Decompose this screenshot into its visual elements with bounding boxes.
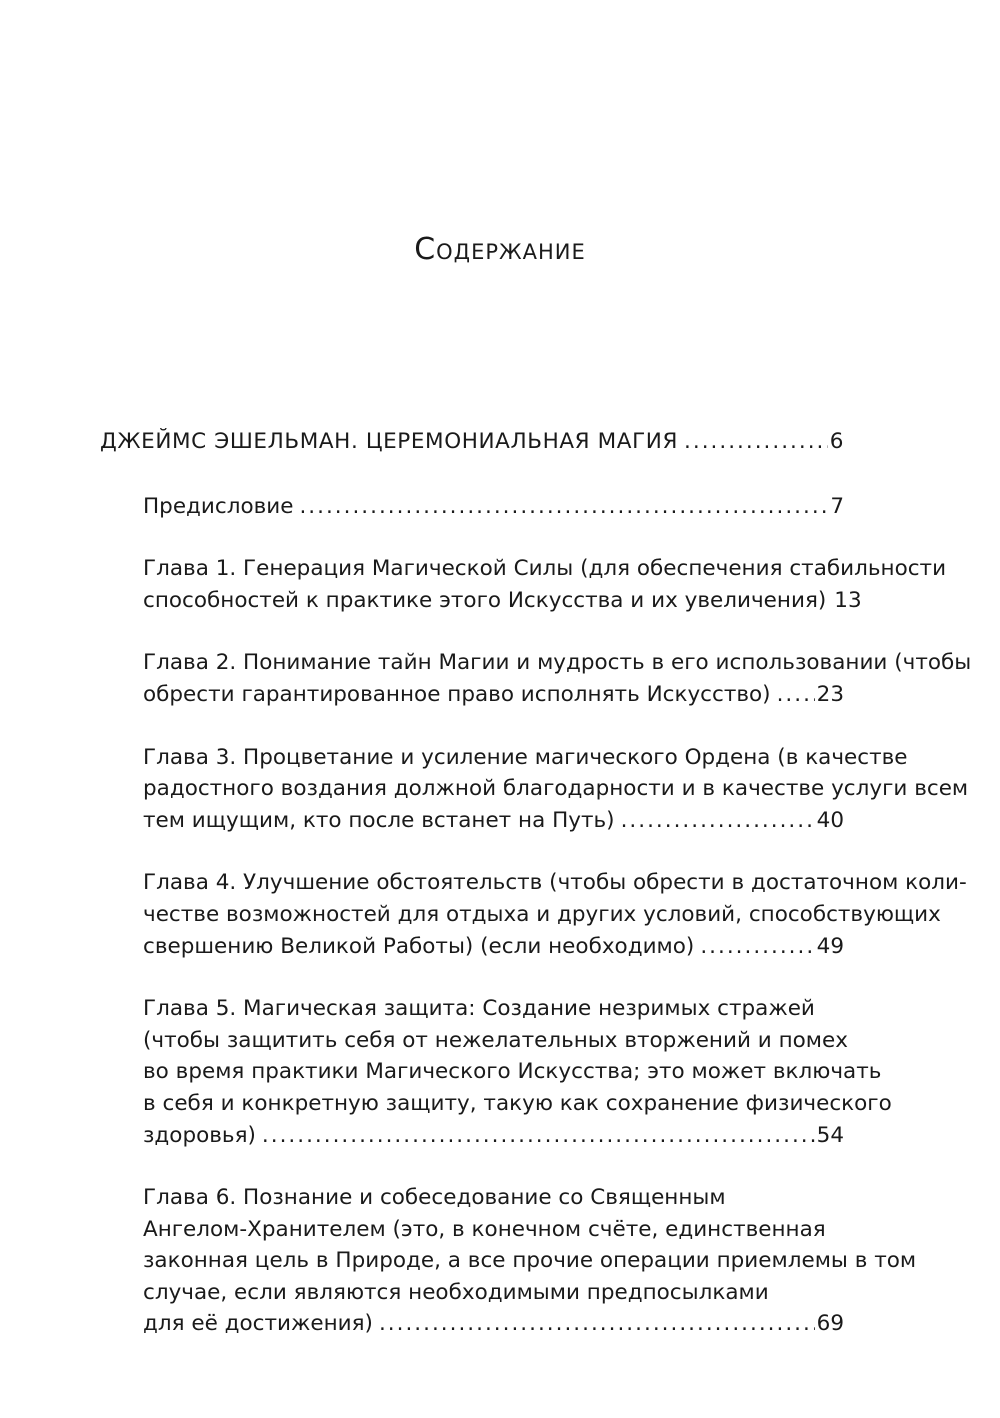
- toc-page-number: 23: [816, 681, 844, 707]
- toc-entry-last-line: [143, 1308, 844, 1340]
- toc-entry-title: здоровья): [143, 1122, 256, 1148]
- toc-entry-title: Предисловие: [143, 493, 294, 519]
- dot-leader: [700, 931, 814, 963]
- toc-page-number: 40: [816, 807, 844, 833]
- toc-entry-line: Глава 3. Процветание и усиление магического Ордена (в качестве: [143, 744, 908, 770]
- toc-entry-line: законная цель в Природе, а все прочие операции приемлемы в том: [143, 1248, 917, 1274]
- toc-entry-line: (чтобы защитить себя от нежелательных вторжений и помех: [143, 1027, 848, 1053]
- toc-entry-line: Глава 4. Улучшение обстоятельств (чтобы обрести в достаточном коли-: [143, 870, 967, 896]
- toc-entry-chapter[interactable]: [143, 491, 844, 523]
- toc-entry-line: радостного воздания должной благодарности и в качестве услуги всем: [143, 776, 969, 802]
- toc-entry-chapter[interactable]: [143, 1182, 917, 1340]
- toc-entry-line: Глава 5. Магическая защита: Создание незримых стражей: [143, 996, 815, 1022]
- toc-page-number: 13: [834, 587, 862, 613]
- toc-entry-last-line: [143, 679, 844, 711]
- toc-entry-part[interactable]: [100, 426, 844, 458]
- toc-entry-line: Глава 1. Генерация Магической Силы (для обеспечения стабильности: [143, 556, 947, 582]
- toc-entry-last-line: [143, 805, 844, 837]
- dot-leader: [684, 426, 828, 458]
- toc-entry-chapter[interactable]: [143, 993, 892, 1151]
- toc-entry-title: обрести гарантированное право исполнять Искусство): [143, 681, 771, 707]
- page-title: Содержание: [414, 232, 586, 268]
- toc-entry-line: честве возможностей для отдыха и других условий, способствующих: [143, 901, 941, 927]
- toc-entry-last-line: [143, 1120, 844, 1152]
- dot-leader: [379, 1308, 815, 1340]
- toc-entry-chapter[interactable]: [143, 867, 967, 962]
- toc-page-number: 6: [829, 429, 844, 454]
- toc-chapter-list: [100, 491, 972, 1340]
- toc-page-number: 69: [816, 1311, 844, 1337]
- toc-page-number: 49: [816, 933, 844, 959]
- toc-entry-title: для её достижения): [143, 1311, 373, 1337]
- toc-entry-chapter[interactable]: [143, 553, 947, 616]
- toc-entry-title: ДЖЕЙМС ЭШЕЛЬМАН. ЦЕРЕМОНИАЛЬНАЯ МАГИЯ: [100, 429, 679, 454]
- toc-entry-title: тем ищущим, кто после встанет на Путь): [143, 807, 615, 833]
- toc-entry-line: во время практики Магического Искусства; это может включать: [143, 1059, 882, 1085]
- toc-page-number: 7: [830, 493, 844, 519]
- toc-entry-chapter[interactable]: [143, 742, 969, 837]
- toc-page-number: 54: [816, 1122, 844, 1148]
- toc-entry-title: свершению Великой Работы) (если необходимо): [143, 933, 695, 959]
- toc-entry-title: способностей к практике этого Искусства и их увеличения): [143, 587, 827, 613]
- dot-leader: [299, 491, 828, 523]
- toc-entry-line: в себя и конкретную защиту, такую как сохранение физического: [143, 1090, 892, 1116]
- toc-entry-chapter[interactable]: [143, 647, 972, 710]
- toc-entry-last-line: [143, 491, 844, 523]
- toc-entry-line: Глава 2. Понимание тайн Магии и мудрость в его использовании (чтобы: [143, 650, 972, 676]
- toc-entry-last-line: [143, 585, 862, 617]
- dot-leader: [262, 1120, 815, 1152]
- toc-entry-last-line: [143, 931, 844, 963]
- dot-leader: [777, 679, 815, 711]
- toc-entry-line: Глава 6. Познание и собеседование со Священным: [143, 1185, 726, 1211]
- toc-entry-line: случае, если являются необходимыми предпосылками: [143, 1279, 769, 1305]
- dot-leader: [621, 805, 815, 837]
- table-of-contents: [100, 426, 972, 1371]
- toc-entry-line: Ангелом-Хранителем (это, в конечном счёте, единственная: [143, 1216, 826, 1242]
- toc-entry-last-line: [100, 426, 844, 458]
